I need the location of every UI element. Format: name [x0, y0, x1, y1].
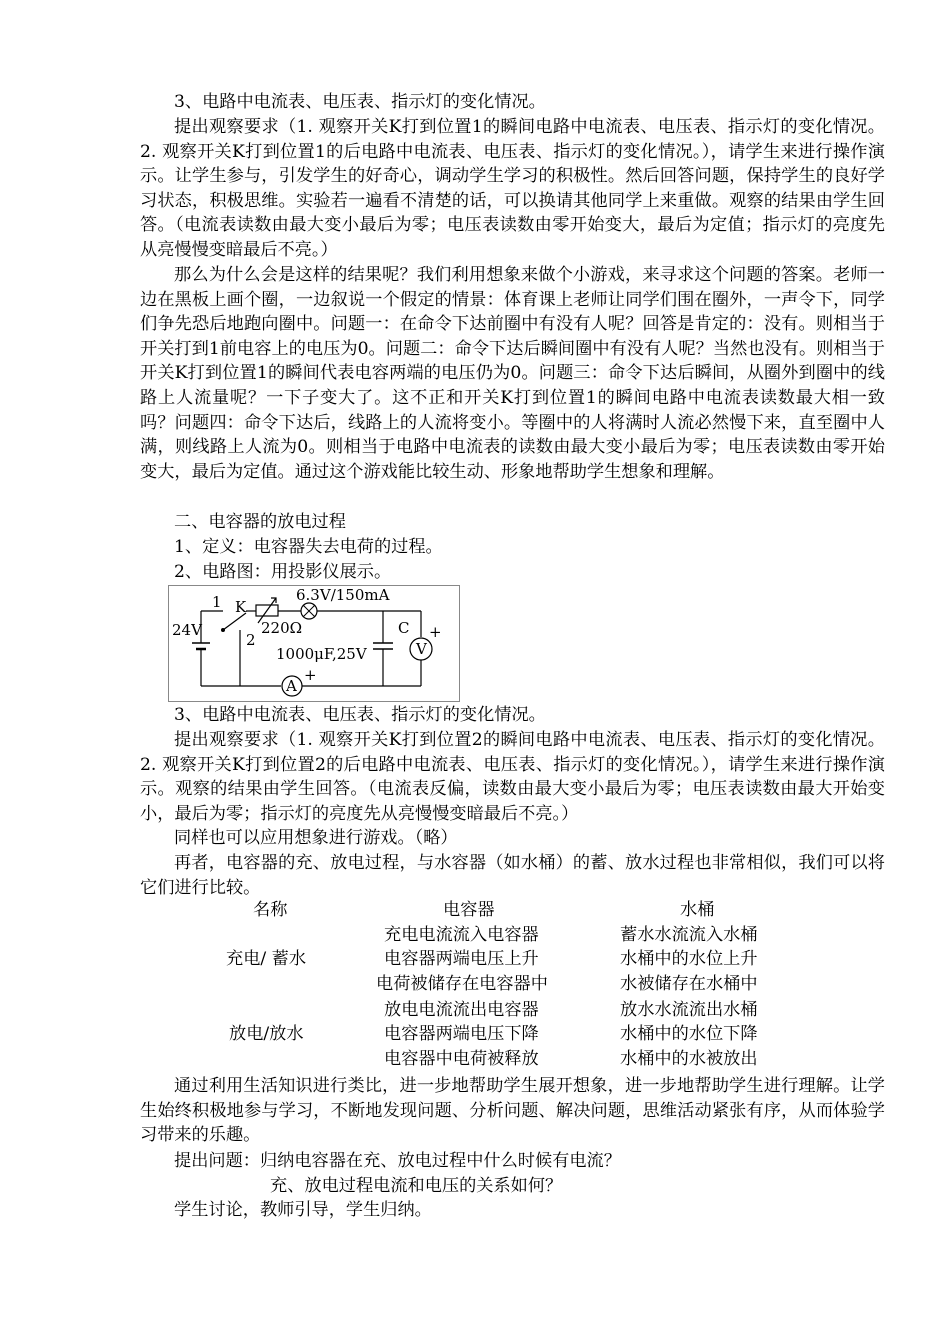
- table-header-bucket: 水桶: [680, 900, 715, 920]
- switch-position-1: 1: [212, 593, 222, 611]
- voltmeter-label: V: [416, 640, 427, 658]
- table-cell: 电荷被储存在电容器中: [376, 974, 548, 994]
- table-cell: 水桶中的水位上升: [620, 949, 758, 969]
- table-cell: 充电电流流入电容器: [384, 925, 539, 945]
- ammeter-label: A: [286, 677, 297, 695]
- section-heading-discharge: 二、电容器的放电过程: [174, 512, 346, 532]
- circuit-diagram: [168, 585, 460, 702]
- paragraph-observation-charge: 提出观察要求（1. 观察开关K打到位置1的瞬间电路中电流表、电压表、指示灯的变化情况。2. 观察开关K打到位置1的后电路中电流表、电压表、指示灯的变化情况。），请学生来进行操作演示。让学生参与，引发学生的好奇心，调动学生学习的积极性。然后回答问题，保持学生的良好学习状态，积极思维。实验若一遍看不清楚的话，可以换请其他同学上来重做。观察的结果由学生回答。（电流表读数由最大变小最后为零；电压表读数由零开始变大，最后为定值；指示灯的亮度先从亮慢慢变暗最后不亮。）: [140, 117, 885, 260]
- table-cell: 电容器两端电压下降: [384, 1024, 539, 1044]
- table-cell: 放水水流流出水桶: [620, 1000, 758, 1020]
- ammeter-plus: +: [304, 666, 317, 684]
- table-cell: 水被储存在水桶中: [620, 974, 758, 994]
- circuit-caption: 2、电路图：用投影仪展示。: [174, 562, 392, 582]
- switch-position-2: 2: [246, 631, 256, 649]
- table-cell: 水桶中的水位下降: [620, 1024, 758, 1044]
- paragraph-game-short: 同样也可以应用想象进行游戏。（略）: [174, 828, 458, 848]
- switch-label: K: [235, 598, 247, 616]
- table-header-capacitor: 电容器: [443, 900, 495, 920]
- question-1: 提出问题：归纳电容器在充、放电过程中什么时候有电流？: [174, 1151, 621, 1171]
- paragraph-observation-discharge: 提出观察要求（1. 观察开关K打到位置2的瞬间电路中电流表、电压表、指示灯的变化情况。2. 观察开关K打到位置2的后电路中电流表、电压表、指示灯的变化情况。），请学生来进行操作演示。观察的结果由学生回答。（电流表反偏，读数由最大变小最后为零；电压表读数由最大开始变小，最后为零；指示灯的亮度先从亮慢慢变暗最后不亮。）: [140, 730, 885, 824]
- battery-label: 24V: [172, 621, 202, 639]
- closing-line: 学生讨论，教师引导，学生归纳。: [174, 1200, 432, 1220]
- capacitor-label: C: [398, 619, 410, 637]
- table-group-discharge: 放电/放水: [229, 1024, 304, 1044]
- table-group-charge: 充电/ 蓄水: [226, 949, 307, 969]
- comparison-table: [140, 898, 885, 1074]
- table-cell: 放电电流流出电容器: [384, 1000, 539, 1020]
- capacitor-value: 1000μF,25V: [276, 645, 367, 663]
- table-cell: 蓄水水流流入水桶: [620, 925, 758, 945]
- paragraph-analogy: 通过利用生活知识进行类比，进一步地帮助学生展开想象，进一步地帮助学生进行理解。让学生始终积极地参与学习，不断地发现问题、分析问题、解决问题，思维活动紧张有序，从而体验学习带来的乐趣。: [140, 1076, 885, 1146]
- table-cell: 电容器中电荷被释放: [384, 1049, 539, 1069]
- voltmeter-plus: +: [429, 623, 442, 641]
- lamp-label: 6.3V/150mA: [296, 586, 390, 604]
- section-heading-changes-2: 3、电路中电流表、电压表、指示灯的变化情况。: [174, 705, 546, 725]
- section-heading-changes: 3、电路中电流表、电压表、指示灯的变化情况。: [174, 92, 546, 112]
- table-header-name: 名称: [253, 900, 288, 920]
- paragraph-comparison: 再者，电容器的充、放电过程，与水容器（如水桶）的蓄、放水过程也非常相似，我们可以将它们进行比较。: [140, 853, 885, 898]
- rheostat-label: 220Ω: [261, 619, 303, 637]
- table-cell: 电容器两端电压上升: [384, 949, 539, 969]
- switch-pivot: [221, 628, 225, 632]
- paragraph-game: 那么为什么会是这样的结果呢？我们利用想象来做个小游戏，来寻求这个问题的答案。老师一边在黑板上画个圈，一边叙说一个假定的情景：体育课上老师让同学们围在圈外，一声令下，同学们争先恐后地跑向圈中。问题一：在命令下达前圈中有没有人呢？回答是肯定的：没有。则相当于开关打到1前电容上的电压为0。问题二：命令下达后瞬间圈中有没有人呢？当然也没有。则相当于开关K打到位置1的瞬间代表电容两端的电压仍为0。问题三：命令下达后瞬间，从圈外到圈中的线路上人流量呢？一下子变大了。这不正和开关K打到位置1的瞬间电路中电流表读数最大相一致吗？问题四：命令下达后，线路上的人流将变小。等圈中的人将满时人流必然慢下来，直至圈中人满，则线路上人流为0。则相当于电路中电流表的读数由最大变小最后为零；电压表读数由零开始变大，最后为定值。通过这个游戏能比较生动、形象地帮助学生想象和理解。: [140, 265, 885, 482]
- definition-line: 1、定义：电容器失去电荷的过程。: [174, 537, 443, 557]
- table-cell: 水桶中的水被放出: [620, 1049, 758, 1069]
- question-2: 充、放电过程电流和电压的关系如何？: [270, 1176, 563, 1196]
